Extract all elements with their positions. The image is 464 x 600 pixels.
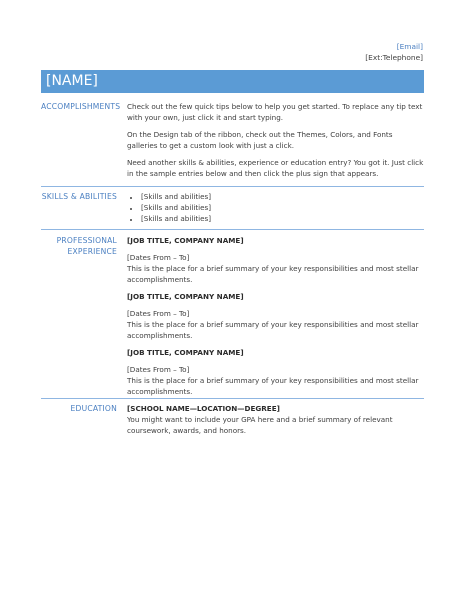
experience-label (41, 235, 117, 257)
experience-label-line2: EXPERIENCE (67, 247, 117, 256)
email-text[interactable]: [Email] (396, 42, 423, 51)
education-label: EDUCATION (70, 404, 117, 413)
skills-content (127, 191, 424, 224)
skill-item[interactable]: • [Skills and abilities] (140, 213, 424, 224)
accomplishments-content (127, 101, 424, 179)
telephone-text[interactable]: [Ext:Telephone] (365, 53, 423, 62)
job-summary[interactable]: This is the place for a brief summary of your key responsibilities and most stellar accomplishments. (127, 264, 419, 284)
contact-block (365, 41, 423, 63)
accomplishment-paragraph[interactable]: Need another skills & abilities, experience or education entry? You got it. Just click in the sample entries below and then click the plus sign that appears. (127, 158, 424, 178)
accomplishment-paragraph[interactable]: On the Design tab of the ribbon, check out the Themes, Colors, and Fonts galleries to get a custom look with just a click. (127, 130, 393, 150)
skills-list (127, 191, 424, 224)
section-divider (41, 229, 424, 230)
job-title[interactable]: [JOB TITLE, COMPANY NAME] (127, 292, 244, 301)
skills-label: SKILLS & ABILITIES (41, 192, 117, 201)
education-content (127, 403, 424, 436)
skill-item[interactable]: • [Skills and abilities] (140, 191, 424, 202)
section-divider (41, 186, 424, 187)
accomplishment-paragraph[interactable]: Check out the few quick tips below to help you get started. To replace any tip text with your own, just click it and start typing. (127, 102, 423, 122)
job-dates[interactable]: [Dates From – To] (127, 253, 190, 262)
job-title[interactable]: [JOB TITLE, COMPANY NAME] (127, 348, 244, 357)
job-summary[interactable]: This is the place for a brief summary of your key responsibilities and most stellar accomplishments. (127, 320, 419, 340)
section-divider (41, 398, 424, 399)
experience-label-line1: PROFESSIONAL (56, 236, 117, 245)
job-dates[interactable]: [Dates From – To] (127, 309, 190, 318)
education-summary[interactable]: You might want to include your GPA here and a brief summary of relevant coursework, awards, and honors. (127, 415, 393, 435)
experience-content (127, 235, 424, 397)
accomplishments-label: ACCOMPLISHMENTS (41, 102, 121, 111)
job-dates[interactable]: [Dates From – To] (127, 365, 190, 374)
school-name[interactable]: [SCHOOL NAME—LOCATION—DEGREE] (127, 404, 280, 413)
job-title[interactable]: [JOB TITLE, COMPANY NAME] (127, 236, 244, 245)
name-text[interactable]: [NAME] (46, 73, 98, 89)
skill-item[interactable]: • [Skills and abilities] (140, 202, 424, 213)
job-summary[interactable]: This is the place for a brief summary of your key responsibilities and most stellar accomplishments. (127, 376, 419, 396)
name-banner (41, 70, 424, 93)
